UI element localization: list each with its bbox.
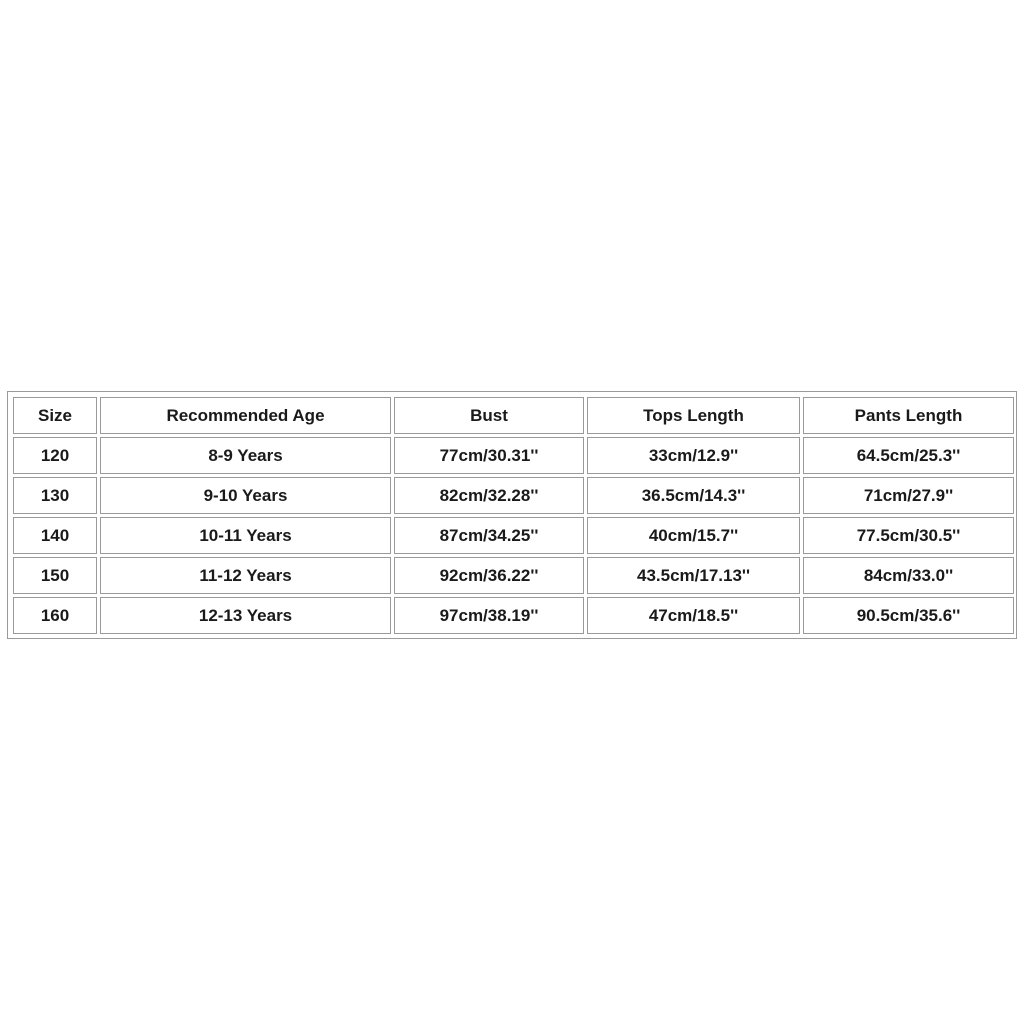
cell-tops-length: 43.5cm/17.13'' [587,557,800,594]
header-size: Size [13,397,97,434]
cell-bust: 97cm/38.19'' [394,597,584,634]
header-pants-length: Pants Length [803,397,1014,434]
cell-bust: 82cm/32.28'' [394,477,584,514]
size-table [10,394,1017,637]
cell-size: 160 [13,597,97,634]
cell-pants-length: 77.5cm/30.5'' [803,517,1014,554]
cell-recommended-age: 12-13 Years [100,597,391,634]
cell-recommended-age: 8-9 Years [100,437,391,474]
cell-pants-length: 64.5cm/25.3'' [803,437,1014,474]
cell-bust: 77cm/30.31'' [394,437,584,474]
table-row [13,477,1014,514]
size-chart [7,391,1017,639]
cell-size: 140 [13,517,97,554]
cell-size: 120 [13,437,97,474]
cell-recommended-age: 11-12 Years [100,557,391,594]
cell-recommended-age: 9-10 Years [100,477,391,514]
cell-bust: 92cm/36.22'' [394,557,584,594]
table-row [13,437,1014,474]
table-row [13,557,1014,594]
cell-tops-length: 33cm/12.9'' [587,437,800,474]
cell-tops-length: 36.5cm/14.3'' [587,477,800,514]
header-row [13,397,1014,434]
header-bust: Bust [394,397,584,434]
table-row [13,517,1014,554]
cell-tops-length: 40cm/15.7'' [587,517,800,554]
cell-bust: 87cm/34.25'' [394,517,584,554]
cell-recommended-age: 10-11 Years [100,517,391,554]
header-recommended-age: Recommended Age [100,397,391,434]
table-row [13,597,1014,634]
cell-pants-length: 71cm/27.9'' [803,477,1014,514]
header-tops-length: Tops Length [587,397,800,434]
cell-pants-length: 90.5cm/35.6'' [803,597,1014,634]
cell-size: 130 [13,477,97,514]
cell-pants-length: 84cm/33.0'' [803,557,1014,594]
cell-tops-length: 47cm/18.5'' [587,597,800,634]
cell-size: 150 [13,557,97,594]
